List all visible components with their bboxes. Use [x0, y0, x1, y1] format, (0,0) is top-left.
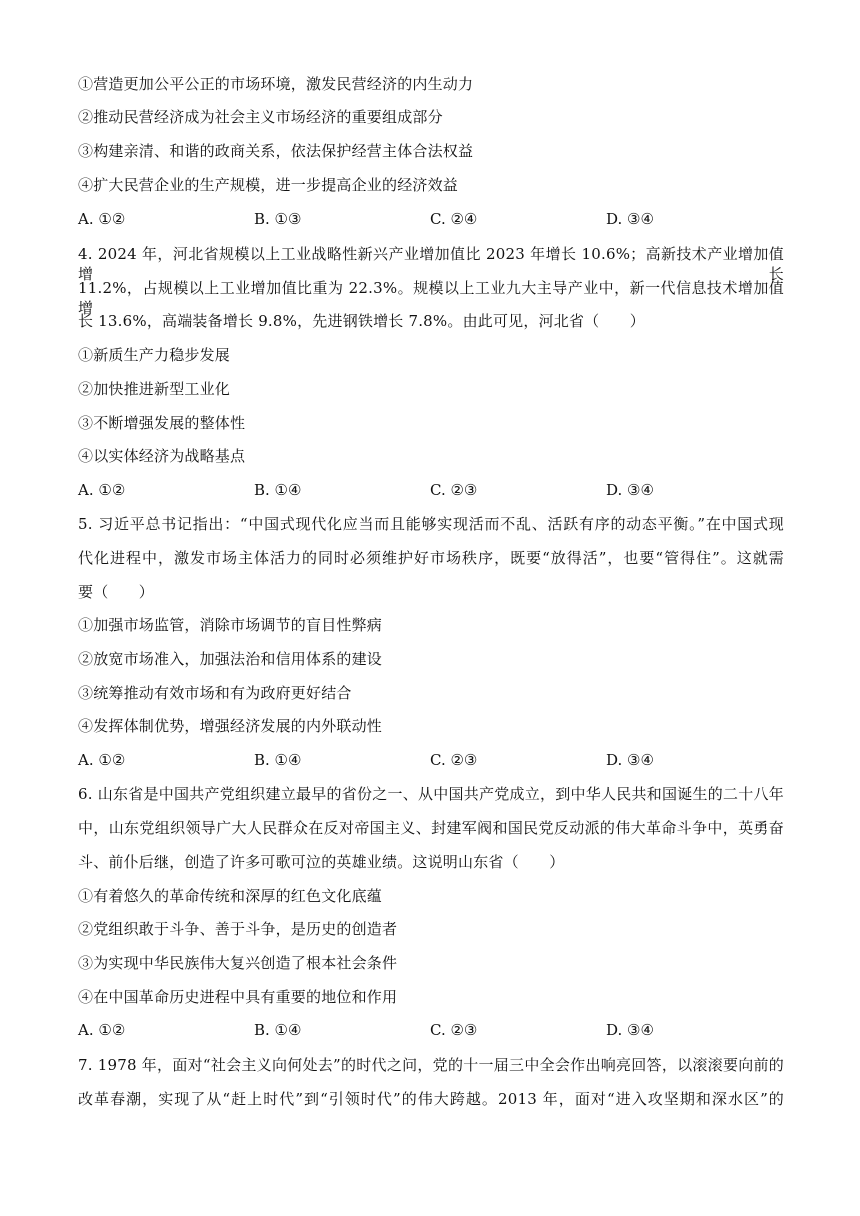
q7-stem-line-1: 7. 1978 年，面对“社会主义向何处去”的时代之问，党的十一届三中全会作出响亮回答，以滚滚要向前的	[78, 1056, 784, 1074]
q6-choice-b[interactable]: B. ①④	[254, 1021, 302, 1039]
q3-choice-d[interactable]: D. ③④	[606, 210, 654, 228]
q4-option-2: ②加快推进新型工业化	[78, 380, 231, 398]
q6-option-4: ④在中国革命历史进程中具有重要的地位和作用	[78, 988, 398, 1006]
q6-option-1: ①有着悠久的革命传统和深厚的红色文化底蕴	[78, 887, 383, 905]
q4-choice-d[interactable]: D. ③④	[606, 481, 654, 499]
q5-choice-d[interactable]: D. ③④	[606, 751, 654, 769]
q3-option-1: ①营造更加公平公正的市场环境，激发民营经济的内生动力	[78, 75, 474, 93]
q5-choice-b[interactable]: B. ①④	[254, 751, 302, 769]
q4-choice-a[interactable]: A. ①②	[78, 481, 126, 499]
q6-stem-line-2: 中，山东党组织领导广大人民群众在反对帝国主义、封建军阀和国民党反动派的伟大革命斗争中，英勇奋	[78, 819, 784, 837]
q3-choice-a[interactable]: A. ①②	[78, 210, 126, 228]
q6-option-3: ③为实现中华民族伟大复兴创造了根本社会条件	[78, 954, 398, 972]
q5-choice-c[interactable]: C. ②③	[430, 751, 478, 769]
q6-choice-d[interactable]: D. ③④	[606, 1021, 654, 1039]
q6-stem-line-3: 斗、前仆后继，创造了许多可歌可泣的英雄业绩。这说明山东省（ ）	[78, 853, 565, 871]
q5-stem-line-1: 5. 习近平总书记指出：“中国式现代化应当而且能够实现活而不乱、活跃有序的动态平衡。”在中国式现	[78, 515, 784, 533]
q4-option-3: ③不断增强发展的整体性	[78, 414, 246, 432]
q6-choice-a[interactable]: A. ①②	[78, 1021, 126, 1039]
q3-answer-choices	[78, 209, 784, 229]
q4-choice-b[interactable]: B. ①④	[254, 481, 302, 499]
q4-stem-line-2: 11.2%，占规模以上工业增加值比重为 22.3%。规模以上工业九大主导产业中，新一代信息技术增加值增	[78, 279, 784, 317]
q5-option-2: ②放宽市场准入，加强法治和信用体系的建设	[78, 650, 383, 668]
q6-choice-c[interactable]: C. ②③	[430, 1021, 478, 1039]
q6-option-2: ②党组织敢于斗争、善于斗争，是历史的创造者	[78, 920, 398, 938]
q3-choice-c[interactable]: C. ②④	[430, 210, 478, 228]
q3-option-3: ③构建亲清、和谐的政商关系，依法保护经营主体合法权益	[78, 142, 474, 160]
q6-answer-choices	[78, 1020, 784, 1040]
q3-option-2: ②推动民营经济成为社会主义市场经济的重要组成部分	[78, 108, 443, 126]
q5-option-4: ④发挥体制优势，增强经济发展的内外联动性	[78, 717, 383, 735]
q4-choice-c[interactable]: C. ②③	[430, 481, 478, 499]
q6-stem-line-1: 6. 山东省是中国共产党组织建立最早的省份之一、从中国共产党成立，到中华人民共和国诞生的二十八年	[78, 785, 784, 803]
q4-option-1: ①新质生产力稳步发展	[78, 346, 231, 364]
q4-answer-choices	[78, 480, 784, 500]
q3-choice-b[interactable]: B. ①③	[254, 210, 302, 228]
q5-option-1: ①加强市场监管，消除市场调节的盲目性弊病	[78, 616, 383, 634]
q5-stem-line-3: 要（ ）	[78, 583, 155, 601]
q7-stem-line-2: 改革春潮，实现了从“赶上时代”到“引领时代”的伟大跨越。2013 年，面对“进入攻坚期和深水区”的	[78, 1090, 784, 1108]
q5-choice-a[interactable]: A. ①②	[78, 751, 126, 769]
q4-stem-line-1: 4. 2024 年，河北省规模以上工业战略性新兴产业增加值比 2023 年增长 10.6%；高新技术产业增加值增长	[78, 245, 784, 283]
q5-answer-choices	[78, 750, 784, 770]
q4-stem-line-3: 长 13.6%，高端装备增长 9.8%，先进钢铁增长 7.8%。由此可见，河北省（ ）	[78, 312, 645, 330]
q4-option-4: ④以实体经济为战略基点	[78, 447, 246, 465]
q3-option-4: ④扩大民营企业的生产规模，进一步提高企业的经济效益	[78, 176, 459, 194]
q5-stem-line-2: 代化进程中，激发市场主体活力的同时必须维护好市场秩序，既要“放得活”，也要“管得住”。这就需	[78, 549, 784, 567]
q5-option-3: ③统筹推动有效市场和有为政府更好结合	[78, 684, 352, 702]
